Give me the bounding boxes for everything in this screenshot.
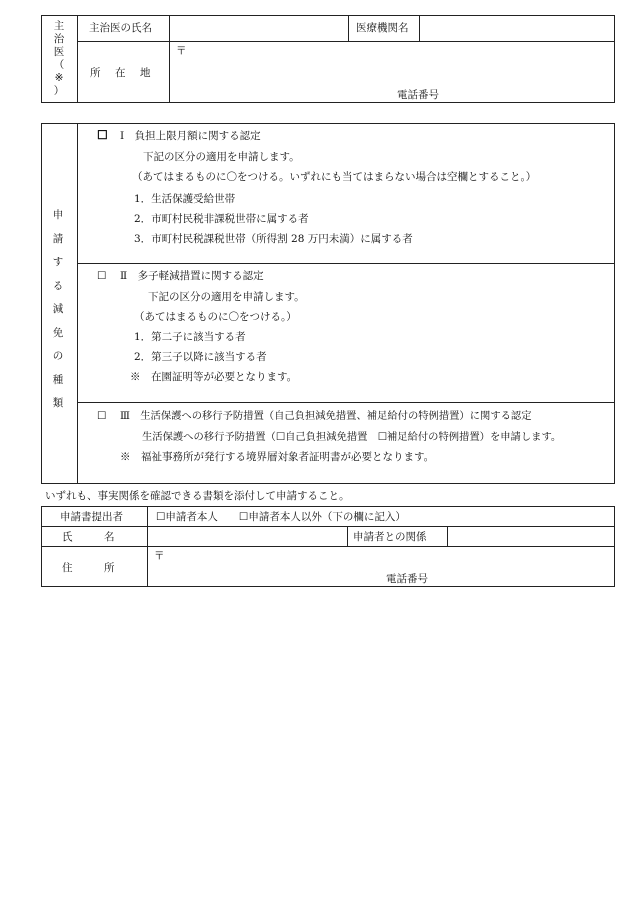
sec2-note: ※ 在園証明等が必要となります。 xyxy=(130,371,298,383)
sec2-title: Ⅱ 多子軽減措置に関する認定 xyxy=(120,270,264,282)
relation-divider-right xyxy=(447,526,448,546)
sec1-line2: （あてはまるものに〇をつける。いずれにも当てはまらない場合は空欄とすること。） xyxy=(132,171,537,183)
physician-name-divider xyxy=(169,15,170,103)
submitter-address-field[interactable] xyxy=(168,549,608,571)
reduction-vertical-char: の xyxy=(52,350,64,362)
reduction-vertical-char: 減 xyxy=(52,303,64,315)
sec3-title: Ⅲ 生活保護への移行予防措置（自己負担減免措置、補足給付の特例措置）に関する認定 xyxy=(120,410,532,422)
physician-vertical-char: 治 xyxy=(53,33,65,45)
physician-vertical-char: 医 xyxy=(53,46,65,58)
physician-name-label: 主治医の氏名 xyxy=(89,22,152,34)
submitter-address-label: 住 所 xyxy=(62,562,115,574)
reduction-vertical-char: 請 xyxy=(52,232,64,245)
sec1-item-1[interactable]: 1．生活保護受給世帯 xyxy=(134,193,236,205)
physician-vertical-char: ※ xyxy=(54,72,64,84)
physician-postal-mark: 〒 xyxy=(176,45,187,57)
physician-label-divider xyxy=(77,15,78,103)
relation-label: 申請者との関係 xyxy=(353,531,427,543)
physician-institution-divider-left xyxy=(348,15,349,41)
physician-vertical-label xyxy=(49,20,69,98)
sec1-title: Ⅰ 負担上限月額に関する認定 xyxy=(120,130,261,142)
submitter-name-label: 氏 名 xyxy=(62,531,115,543)
physician-vertical-char: 主 xyxy=(53,20,65,32)
physician-vertical-char: ） xyxy=(53,85,65,97)
reduction-vertical-char: 免 xyxy=(52,326,64,339)
attachment-note: いずれも、事実関係を確認できる書類を添付して申請すること。 xyxy=(45,490,350,502)
submitter-row-divider-1 xyxy=(41,526,615,527)
reduction-divider-2 xyxy=(77,402,615,403)
institution-label: 医療機関名 xyxy=(356,22,409,34)
institution-field[interactable] xyxy=(422,18,610,38)
relation-divider-left xyxy=(347,526,348,546)
reduction-vertical-char: る xyxy=(52,279,64,292)
sec3-line1: 生活保護への移行予防措置（☐自己負担減免措置 ☐補足給付の特例措置）を申請します。 xyxy=(142,431,562,443)
reduction-vertical-char: 種 xyxy=(52,373,64,386)
reduction-divider-1 xyxy=(77,263,615,264)
reduction-label-divider xyxy=(77,123,78,484)
physician-name-field[interactable] xyxy=(172,18,344,38)
sec2-line1: 下記の区分の適用を申請します。 xyxy=(148,291,305,303)
reduction-vertical-label xyxy=(48,204,68,416)
submitter-label: 申請書提出者 xyxy=(60,511,123,523)
relation-field[interactable] xyxy=(450,528,610,544)
physician-vertical-char: （ xyxy=(53,59,65,71)
physician-phone-label: 電話番号 xyxy=(397,89,439,101)
sec3-note: ※ 福祉事務所が発行する境界層対象者証明書が必要となります。 xyxy=(120,451,435,463)
sec1-line1: 下記の区分の適用を申請します。 xyxy=(143,151,300,163)
sec1-item-2[interactable]: 2．市町村民税非課税世帯に属する者 xyxy=(134,213,309,225)
physician-row-divider xyxy=(77,41,615,42)
submitter-name-field[interactable] xyxy=(150,528,344,544)
sec3-checkbox[interactable]: ☐ xyxy=(97,410,107,422)
reduction-vertical-char: す xyxy=(52,256,64,268)
physician-institution-divider-right xyxy=(419,15,420,41)
sec1-item-3[interactable]: 3．市町村民税課税世帯（所得割 28 万円未満）に属する者 xyxy=(134,233,413,245)
sec2-checkbox[interactable]: ☐ xyxy=(97,270,107,282)
submitter-postal-mark: 〒 xyxy=(154,550,165,562)
sec2-item-2[interactable]: 2．第三子以降に該当する者 xyxy=(134,351,267,363)
sec1-checkbox[interactable]: ☐ xyxy=(97,128,108,142)
physician-address-field[interactable] xyxy=(190,44,610,84)
submitter-options[interactable]: ☐申請者本人 ☐申請者本人以外（下の欄に記入） xyxy=(156,511,406,523)
reduction-vertical-char: 申 xyxy=(52,209,64,221)
physician-address-label: 所 在 地 xyxy=(90,67,153,79)
sec2-item-1[interactable]: 1．第二子に該当する者 xyxy=(134,331,246,343)
reduction-vertical-char: 類 xyxy=(52,397,64,409)
submitter-row-divider-2 xyxy=(41,546,615,547)
submitter-phone-label: 電話番号 xyxy=(386,573,428,585)
sec2-line2: （あてはまるものに〇をつける。） xyxy=(134,311,297,323)
submitter-label-divider xyxy=(147,506,148,587)
